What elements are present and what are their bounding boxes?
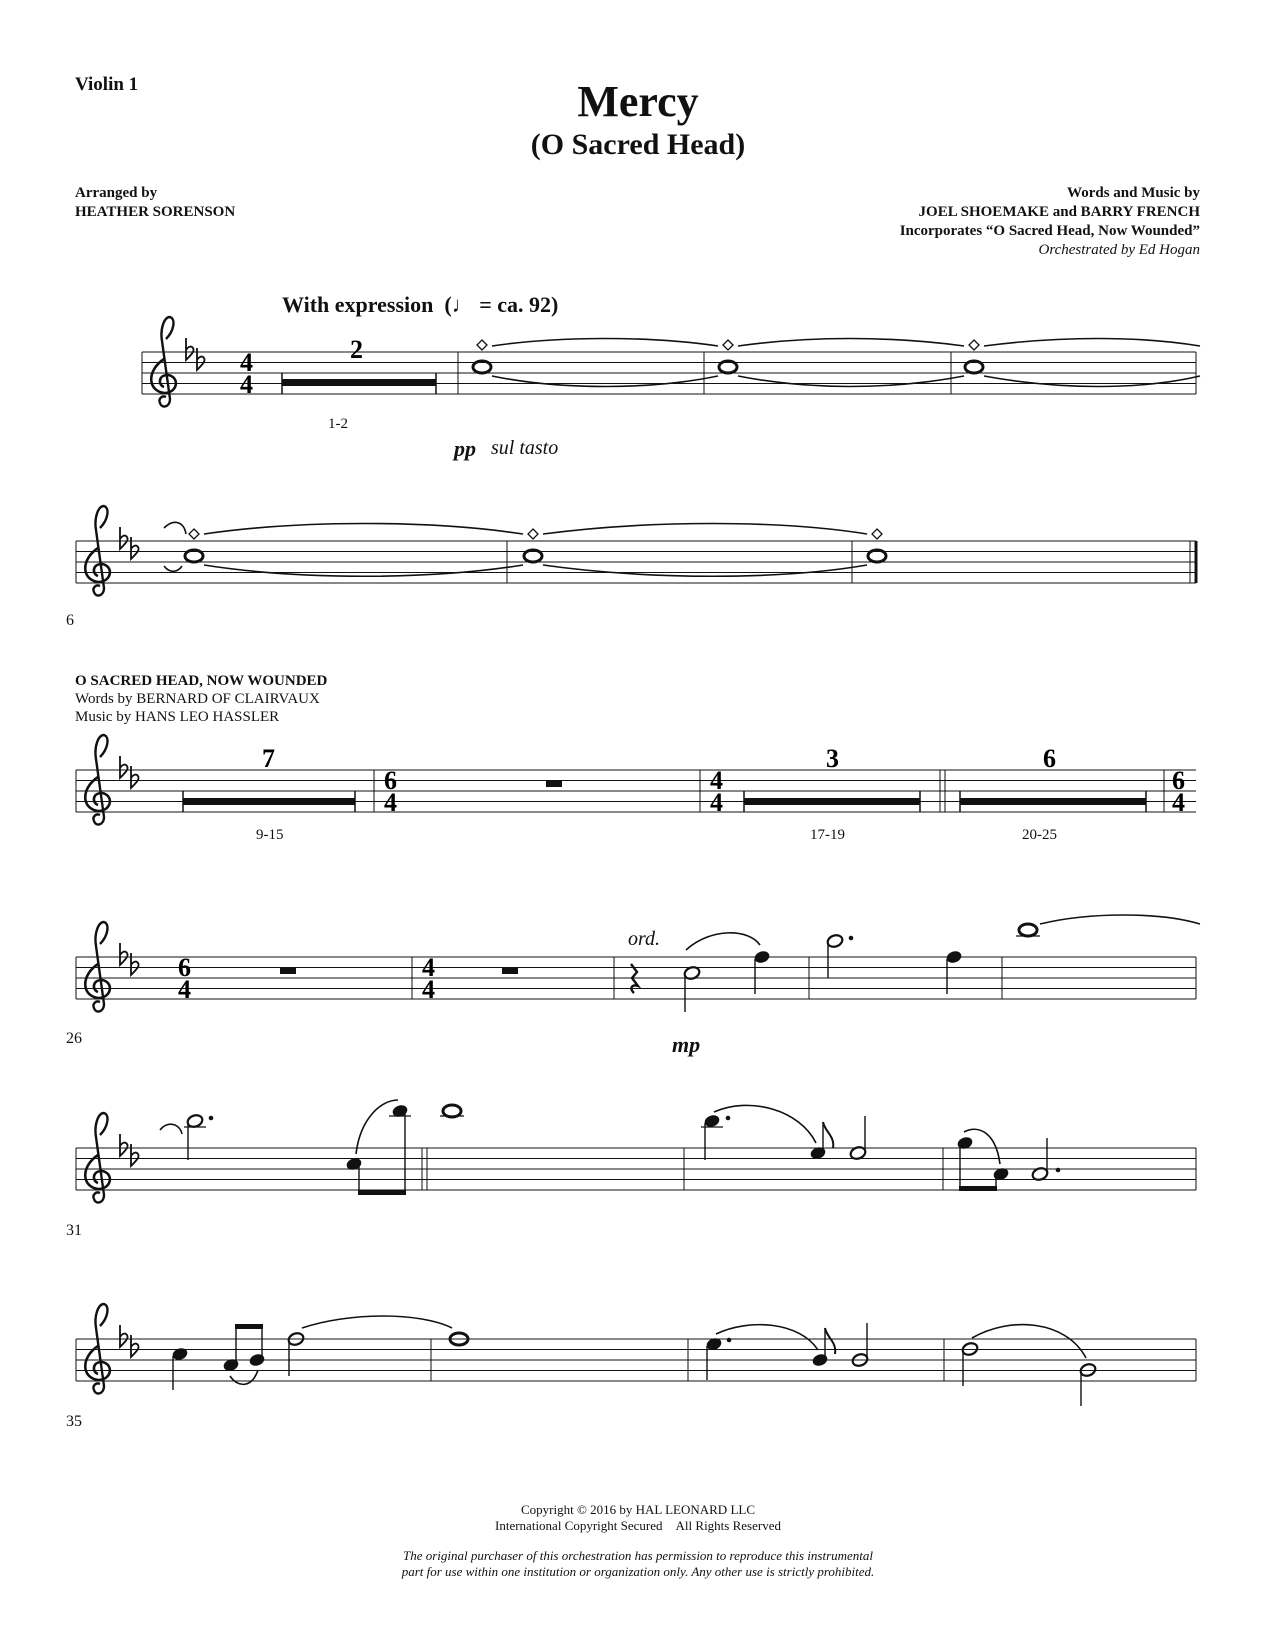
copyright-line: Copyright © 2016 by HAL LEONARD LLC — [521, 1502, 755, 1517]
system-1 — [142, 317, 1200, 406]
expression-sul-tasto: sul tasto — [491, 437, 559, 459]
time-sig-top: 4 — [422, 953, 435, 982]
slur — [984, 339, 1200, 347]
treble-clef — [85, 922, 110, 1011]
tempo-text: With expression — [282, 292, 434, 317]
time-sig-bottom: 4 — [240, 370, 253, 399]
song-title: Mercy — [577, 77, 699, 126]
time-sig-top: 6 — [178, 953, 191, 982]
words-music-label: Words and Music by — [1067, 185, 1200, 201]
composer-credits — [900, 184, 1200, 260]
tie — [302, 1316, 452, 1328]
whole-rest — [502, 968, 518, 974]
multirest-range-9-15: 9-15 — [256, 827, 284, 843]
half-note — [961, 1341, 979, 1386]
multirest-count-3: 3 — [826, 744, 839, 773]
eighth-note-pair — [956, 1135, 1010, 1191]
multirest-bar — [744, 798, 920, 805]
slur — [714, 1105, 816, 1143]
eighth-note-pair — [222, 1324, 266, 1373]
composers: JOEL SHOEMAKE and BARRY FRENCH — [918, 204, 1200, 220]
multirest-bar — [183, 798, 355, 805]
multirest-range-20-25: 20-25 — [1022, 827, 1057, 843]
half-note — [287, 1331, 305, 1376]
courtesy-time-sig-bottom: 4 — [1172, 788, 1185, 817]
tie-continuation — [164, 566, 182, 571]
multirest-range-17-19: 17-19 — [810, 827, 845, 843]
time-sig-bottom: 4 — [422, 975, 435, 1004]
system-5 — [76, 1100, 1196, 1202]
rights-line — [0, 1518, 1276, 1534]
time-sig-bottom: 4 — [178, 975, 191, 1004]
treble-clef — [85, 1113, 110, 1202]
tie — [543, 565, 867, 576]
key-signature — [120, 527, 139, 559]
key-signature — [120, 1325, 139, 1357]
key-signature — [120, 943, 139, 975]
whole-rest — [280, 968, 296, 974]
key-signature — [186, 338, 205, 370]
system-3 — [76, 735, 1196, 824]
slur — [230, 1370, 258, 1384]
multirest-count-6: 6 — [1043, 744, 1056, 773]
whole-rest — [546, 781, 562, 787]
incorporates-line: Incorporates “O Sacred Head, Now Wounded” — [899, 223, 1200, 239]
slur-continuation — [164, 522, 186, 534]
measure-number-31: 31 — [66, 1222, 82, 1239]
arranged-label: Arranged by — [75, 185, 158, 201]
harmonic-diamond — [477, 340, 487, 350]
tie — [492, 376, 718, 387]
dotted-quarter-note — [705, 1336, 731, 1380]
whole-note — [1016, 924, 1040, 936]
eighth-note — [809, 1122, 833, 1161]
dynamic-pp: pp — [454, 436, 476, 461]
dotted-half-note — [1031, 1138, 1060, 1182]
measure-number-6: 6 — [66, 612, 74, 629]
tie — [738, 376, 964, 387]
quarter-note — [945, 949, 963, 994]
usage-notice-line-1: The original purchaser of this orchestration has permission to reproduce this instrumental — [402, 1548, 874, 1563]
time-sig-top: 6 — [384, 766, 397, 795]
tempo-marking — [282, 292, 558, 318]
slur — [686, 933, 760, 950]
usage-notice-line-2: part for use within one institution or organization only. Any other use is strictly prohibited. — [401, 1564, 875, 1579]
treble-clef — [85, 1304, 110, 1393]
slur — [738, 339, 964, 347]
time-sig-bottom: 4 — [384, 788, 397, 817]
harmonic-diamond — [528, 529, 538, 539]
hymn-words: Words by BERNARD OF CLAIRVAUX — [75, 691, 320, 707]
slur — [204, 524, 523, 535]
multirest-bar — [282, 379, 436, 386]
harmonic-diamond — [969, 340, 979, 350]
slur — [972, 1325, 1086, 1358]
orchestrator: Orchestrated by Ed Hogan — [1038, 242, 1200, 258]
hymn-title: O SACRED HEAD, NOW WOUNDED — [75, 673, 328, 689]
reserved-text: All Rights Reserved — [675, 1518, 781, 1533]
harmonic-diamond — [723, 340, 733, 350]
secured-text: International Copyright Secured — [495, 1518, 663, 1533]
multirest-range-1: 1-2 — [328, 416, 348, 432]
multirest-bar — [960, 798, 1146, 805]
eighth-note-pair — [345, 1103, 411, 1195]
copyright-notice — [0, 1502, 1276, 1534]
slur — [716, 1325, 818, 1350]
arranger-credit — [75, 184, 235, 222]
harmonic-diamond — [872, 529, 882, 539]
system-6 — [76, 1304, 1196, 1406]
dotted-half-note — [184, 1113, 213, 1160]
measure-number-26: 26 — [66, 1030, 82, 1047]
hymn-music: Music by HANS LEO HASSLER — [75, 709, 280, 725]
time-sig-top: 4 — [710, 766, 723, 795]
multirest-count: 2 — [350, 335, 363, 364]
slur — [543, 524, 867, 535]
part-name: Violin 1 — [75, 74, 139, 95]
measure-number-35: 35 — [66, 1413, 82, 1430]
key-signature — [120, 1134, 139, 1166]
slur — [356, 1100, 398, 1154]
time-sig-bottom: 4 — [710, 788, 723, 817]
half-note — [849, 1116, 867, 1161]
treble-clef — [85, 735, 110, 824]
dotted-quarter-note — [701, 1113, 730, 1160]
half-note — [851, 1323, 869, 1368]
treble-clef — [85, 506, 110, 595]
half-note — [1079, 1362, 1097, 1406]
quarter-note — [171, 1346, 189, 1390]
slur — [492, 339, 718, 347]
song-subtitle: (O Sacred Head) — [530, 128, 746, 161]
tempo-metronome: (♩ = ca. 92) — [444, 292, 559, 317]
usage-notice — [0, 1548, 1276, 1580]
tie — [984, 376, 1200, 387]
whole-note — [440, 1105, 464, 1117]
harmonic-diamond — [189, 529, 199, 539]
eighth-note — [811, 1328, 835, 1368]
treble-clef — [151, 317, 176, 406]
quarter-note — [753, 949, 771, 994]
courtesy-time-sig-top: 6 — [1172, 766, 1185, 795]
system-2 — [76, 506, 1196, 595]
expression-ord: ord. — [628, 928, 661, 950]
key-signature — [120, 756, 139, 788]
dynamic-mp: mp — [672, 1032, 701, 1057]
tie-continuation — [160, 1124, 182, 1134]
tie — [1040, 915, 1200, 924]
time-sig-top: 4 — [240, 348, 253, 377]
hymn-credit — [75, 672, 327, 726]
multirest-count-7: 7 — [262, 744, 275, 773]
tie — [204, 565, 523, 576]
dotted-half-note — [826, 933, 853, 978]
arranger-name: HEATHER SORENSON — [75, 204, 236, 220]
